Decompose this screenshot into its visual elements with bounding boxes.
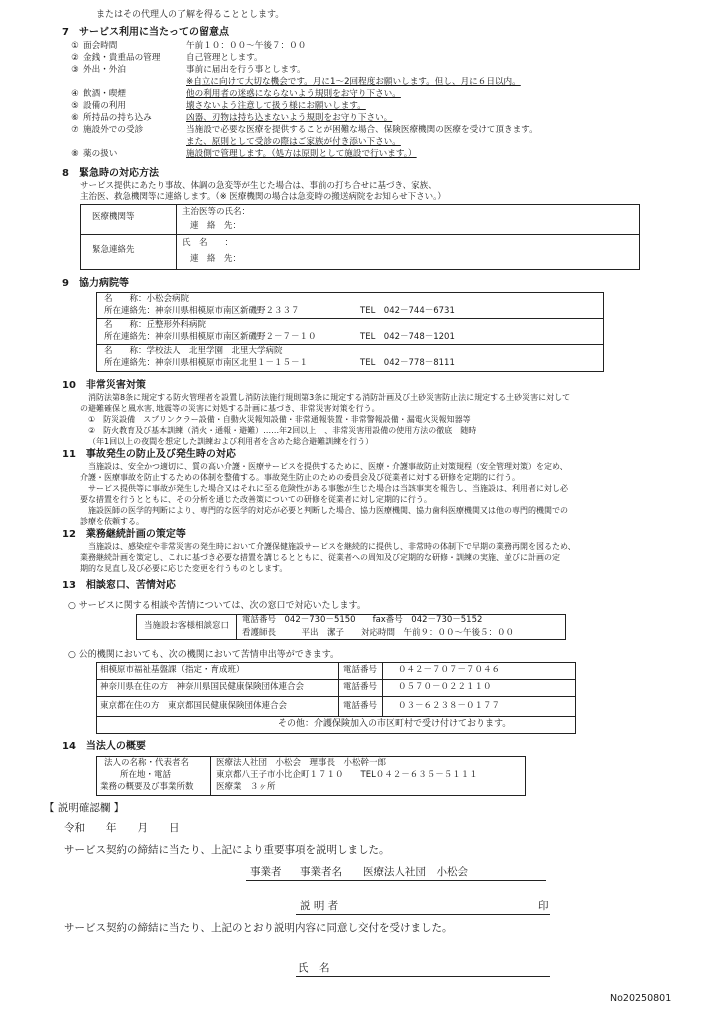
agency-phone: ０３－６２３８－０１７７ <box>398 701 501 711</box>
emergency-table <box>80 204 640 270</box>
confirmation-date: 令和 年 月 日 <box>64 822 180 834</box>
agency-phone: ０４２－７０７－７０４６ <box>398 665 501 675</box>
hospital-name: 名 称：学校法人 北里学園 北里大学病院 <box>104 346 283 356</box>
hospital-tel: TEL 042－748－1201 <box>360 332 455 342</box>
hospital-tel: TEL 042－778－8111 <box>360 358 455 368</box>
section13-note: ○ 公的機関においても、次の機関において苦情申出等ができます。 <box>68 650 339 660</box>
agency-name: 相模原市福祉基盤課（指定・育成班） <box>100 665 245 675</box>
desk-phone: 電話番号 042－730－5150 fax番号 042－730－5152 <box>242 615 483 625</box>
business-label: 事業者 <box>250 866 282 878</box>
section10-line: ① 防災設備 スプリンクラー設備・自動火災報知設備・非常通報装置・非常警報設備・漏電火災報知器等 <box>88 415 471 424</box>
confirmation-line: サービス契約の締結に当たり、上記のとおり説明内容に同意し交付を受けました。 <box>64 922 453 934</box>
section11-line: 当施設は、安全かつ適切に、質の高い介護・医療サービスを提供するために、医療・介護事故防止対策規程（安全管理対策）を定め、 <box>88 462 568 471</box>
corp-value: 医療法人社団 小松会 理事長 小松幹一郎 <box>216 758 387 768</box>
section12-line: 期的な見直し及び必要に応じた変更を行うものとします。 <box>80 564 288 573</box>
phone-label: 電話番号 <box>343 682 378 692</box>
business-name: 事業者名 医療法人社団 小松会 <box>300 866 468 878</box>
emergency-label: 緊急連絡先 <box>92 245 135 255</box>
agency-name: 東京都在住の方 東京都国民健康保険団体連合会 <box>100 701 288 711</box>
section8-title: 8 緊急時の対応方法 <box>62 168 159 179</box>
corp-label: 所在地・電話 <box>120 770 172 780</box>
section11-line: 診療を依頼する。 <box>80 517 144 526</box>
section12-line: 業務継続計画を策定し、これに基づき必要な措置を講じるとともに、従業者への周知及び定期的な研修・訓練の実施、並びに計画の定 <box>80 553 560 562</box>
confirmation-title: 【 説明確認欄 】 <box>44 802 125 814</box>
document-number: No20250801 <box>610 993 672 1004</box>
intro-text: またはその代理人の了解を得ることとします。 <box>96 10 285 20</box>
document-page: またはその代理人の了解を得ることとします。 7 サービス利用に当たっての留意点 ① 面会時間 午前１０：００～午後７：００ ② 金銭・貴重品の管理 自己管理とします。 ③ 外出・外泊 事前に届出を行う事とします。 ※自立に向けて大切な機会です。月に1～2回程度お願いします。但し、月に６日以内。 ④ 飲酒・喫煙 他の利用者の迷惑にならないよう規則をお守り下さい。 ⑤ 設備の利用 壊さないよう注意して扱う様にお願いします。 ⑥ 所持品の持ち込み 凶器、刃物は持ち込まないよう規則をお守り下さい。 ⑦ 施設外での受診 当施設で必要な医療を提供することが困難な場合、保険医療機関の医療を受けて頂きます。 また、原則として受診の際はご家族が付き添い下さい。 ⑧ 薬の扱い 施設側で管理します。（処方は原則として施設で行います。） 8 緊急時の対応方法 サービス提供にあたり事故、体調の急変等が生じた場合は、事前の打ち合せに基づき、家族、 主治医、救急機関等に連絡します。（※ 医療機関の場合は急変時の搬送病院をお知らせ下さい。） 医療機関等 主治医等の氏名： 連 絡 先： 緊急連絡先 氏 名 ： 連 絡 先： 9 協力病院等 名 称：小松会病院 所在連絡先：神奈川県相模原市南区新磯野２３３７ TEL 042－744－6731 名 称：丘整形外科病院 所在連絡先：神奈川県相模原市南区新磯野２－７－１０ TEL 042－748－1201 名 称：学校法人 北里学園 北里大学病院 所在連絡先：神奈川県相模原市南区北里１－１５－１ TEL 042－778－8111 10 非常災害対策 消防法第8条に規定する防火管理者を設置し消防法施行規則第3条に規定する消防計画及び土砂災害防止法に規定する土砂災害に対して の避難確保と風水害､地震等の災害に対処する計画に基づき、非常災害対策を行う。 ① 防災設備 スプリンクラー設備・自動火災報知設備・非常通報装置・非常警報設備・漏電火災報知器等 ② 防火教育及び基本訓練（消火・通報・避難）……年2回以上 、非常災害用設備の使用方法の徹底 随時 （年1回以上の夜間を想定した訓練および利用者を含めた総合避難訓練を行う） 11 事故発生の防止及び発生時の対応 当施設は、安全かつ適切に、質の高い介護・医療サービスを提供するために、医療・介護事故防止対策規程（安全管理対策）を定め、 介護・医療事故を防止するための体制を整備する。事故発生防止のための委員会及び従業者に対する研修を定期的に行う。 サービス提供等に事故が発生した場合又はそれに至る危険性がある事態が生じた場合は当該事実を報告し、当施設は、利用者に対し必 要な措置を行うとともに、その分析を通じた改善策についての研修を従業者に対し定期的に行う。 施設医師の医学的判断により、専門的な医学的対応が必要と判断した場合、協力医療機関、協力歯科医療機関又は他の専門的機関での 診療を依頼する。 12 業務継続計画の策定等 当施設は、感染症や非常災害の発生時において介護保健施設サービスを継続的に提供し、非常時の体制下で早期の業務再開を図るため、 業務継続計画を策定し、これに基づき必要な措置を講じるとともに、従業者への周知及び定期的な研修・訓練の実施、並びに計画の定 期的な見直し及び必要に応じた変更を行うものとします。 13 相談窓口、苦情対応 ○ サービスに関する相談や苦情については、次の窓口で対応いたします。 当施設お客様相談窓口 電話番号 042－730－5150 fax番号 042－730－5152 看護師長 平出 潔子 対応時間 午前９：００～午後５：００ ○ 公的機関においても、次の機関において苦情申出等ができます。 相模原市福祉基盤課（指定・育成班） 電話番号 ０４２－７０７－７０４６ 神奈川県在住の方 神奈川県国民健康保険団体連合会 電話番号 ０５７０－０２２１１０ 東京都在住の方 東京都国民健康保険団体連合会 電話番号 ０３－６２３８－０１７７ その他：介護保険加入の市区町村で受け付けております。 14 当法人の概要 法人の名称・代表者名 医療法人社団 小松会 理事長 小松幹一郎 所在地・電話 東京都八王子市小比企町１７１０ TEL０４２－６３５－５１１１ 業務の概要及び事業所数 医療業 ３ヶ所 【 説明確認欄 】 令和 年 月 日 サービス契約の締結に当たり、上記により重要事項を説明しました。 事業者 事業者名 医療法人社団 小松会 説 明 者 印 サービス契約の締結に当たり、上記のとおり説明内容に同意し交付を受けました。 氏 名 No20250801 <box>44 10 672 1004</box>
agency-phone: ０５７０－０２２１１０ <box>398 682 492 692</box>
agency-name: 神奈川県在住の方 神奈川県国民健康保険団体連合会 <box>100 682 305 692</box>
phone-label: 電話番号 <box>343 701 378 711</box>
corp-value: 医療業 ３ヶ所 <box>216 782 276 792</box>
section12-title: 12 業務継続計画の策定等 <box>62 529 186 540</box>
section12-line: 当施設は、感染症や非常災害の発生時において介護保健施設サービスを継続的に提供し、非常時の体制下で早期の業務再開を図るため、 <box>88 542 576 551</box>
corp-label: 法人の名称・代表者名 <box>104 758 190 768</box>
corp-label: 業務の概要及び事業所数 <box>100 782 194 792</box>
section8-line: 主治医、救急機関等に連絡します。（※ 医療機関の場合は急変時の搬送病院をお知らせ下さい。） <box>80 192 446 202</box>
section14-title: 14 当法人の概要 <box>62 741 146 752</box>
contact-label: 連 絡 先： <box>190 254 242 264</box>
hospital-address: 所在連絡先：神奈川県相模原市南区北里１－１５－１ <box>104 358 309 368</box>
section10-line: 消防法第8条に規定する防火管理者を設置し消防法施行規則第3条に規定する消防計画及び土砂災害防止法に規定する土砂災害に対して <box>88 393 571 402</box>
phone-label: 電話番号 <box>343 665 378 675</box>
name-label: 氏 名 <box>298 962 330 974</box>
seal-mark: 印 <box>538 900 549 912</box>
hospital-address: 所在連絡先：神奈川県相模原市南区新磯野２－７－１０ <box>104 332 317 342</box>
section10-line: ② 防火教育及び基本訓練（消火・通報・避難）……年2回以上 、非常災害用設備の使用方法の徹底 随時 <box>88 426 477 435</box>
section10-line: の避難確保と風水害､地震等の災害に対処する計画に基づき、非常災害対策を行う。 <box>80 404 380 413</box>
section11-title: 11 事故発生の防止及び発生時の対応 <box>62 449 236 460</box>
corp-value: 東京都八王子市小比企町１７１０ TEL０４２－６３５－５１１１ <box>216 770 478 780</box>
section11-line: 施設医師の医学的判断により、専門的な医学的対応が必要と判断した場合、協力医療機関、協力歯科医療機関又は他の専門的機関での <box>88 506 568 515</box>
hospital-tel: TEL 042－744－6731 <box>360 306 455 316</box>
medical-label: 医療機関等 <box>92 212 135 222</box>
hospital-name: 名 称：丘整形外科病院 <box>104 320 207 330</box>
contact-label: 連 絡 先： <box>190 221 242 231</box>
explainer-label: 説 明 者 <box>300 900 339 912</box>
other-note: その他：介護保険加入の市区町村で受け付けております。 <box>278 719 512 729</box>
name-label: 氏 名 ： <box>182 238 234 248</box>
doctor-label: 主治医等の氏名： <box>182 207 251 217</box>
section11-line: 要な措置を行うとともに、その分析を通じた改善策についての研修を従業者に対し定期的に行う。 <box>80 495 432 504</box>
section10-title: 10 非常災害対策 <box>62 380 146 391</box>
section9-title: 9 協力病院等 <box>62 278 129 289</box>
hospital-name: 名 称：小松会病院 <box>104 294 190 304</box>
desk-label: 当施設お客様相談窓口 <box>144 621 230 631</box>
section8-line: サービス提供にあたり事故、体調の急変等が生じた場合は、事前の打ち合せに基づき、家族、 <box>80 181 437 191</box>
section11-line: サービス提供等に事故が発生した場合又はそれに至る危険性がある事態が生じた場合は当該事実を報告し、当施設は、利用者に対し必 <box>88 484 568 493</box>
desk-staff: 看護師長 平出 潔子 対応時間 午前９：００～午後５：００ <box>242 628 515 638</box>
section7-title: 7 サービス利用に当たっての留意点 <box>62 27 229 38</box>
section13-note: ○ サービスに関する相談や苦情については、次の窓口で対応いたします。 <box>68 601 366 611</box>
section13-title: 13 相談窓口、苦情対応 <box>62 580 176 591</box>
section10-line: （年1回以上の夜間を想定した訓練および利用者を含めた総合避難訓練を行う） <box>88 437 374 446</box>
confirmation-line: サービス契約の締結に当たり、上記により重要事項を説明しました。 <box>64 844 390 856</box>
section11-line: 介護・医療事故を防止するための体制を整備する。事故発生防止のための委員会及び従業者に対する研修を定期的に行う。 <box>80 473 520 482</box>
hospital-address: 所在連絡先：神奈川県相模原市南区新磯野２３３７ <box>104 306 300 316</box>
